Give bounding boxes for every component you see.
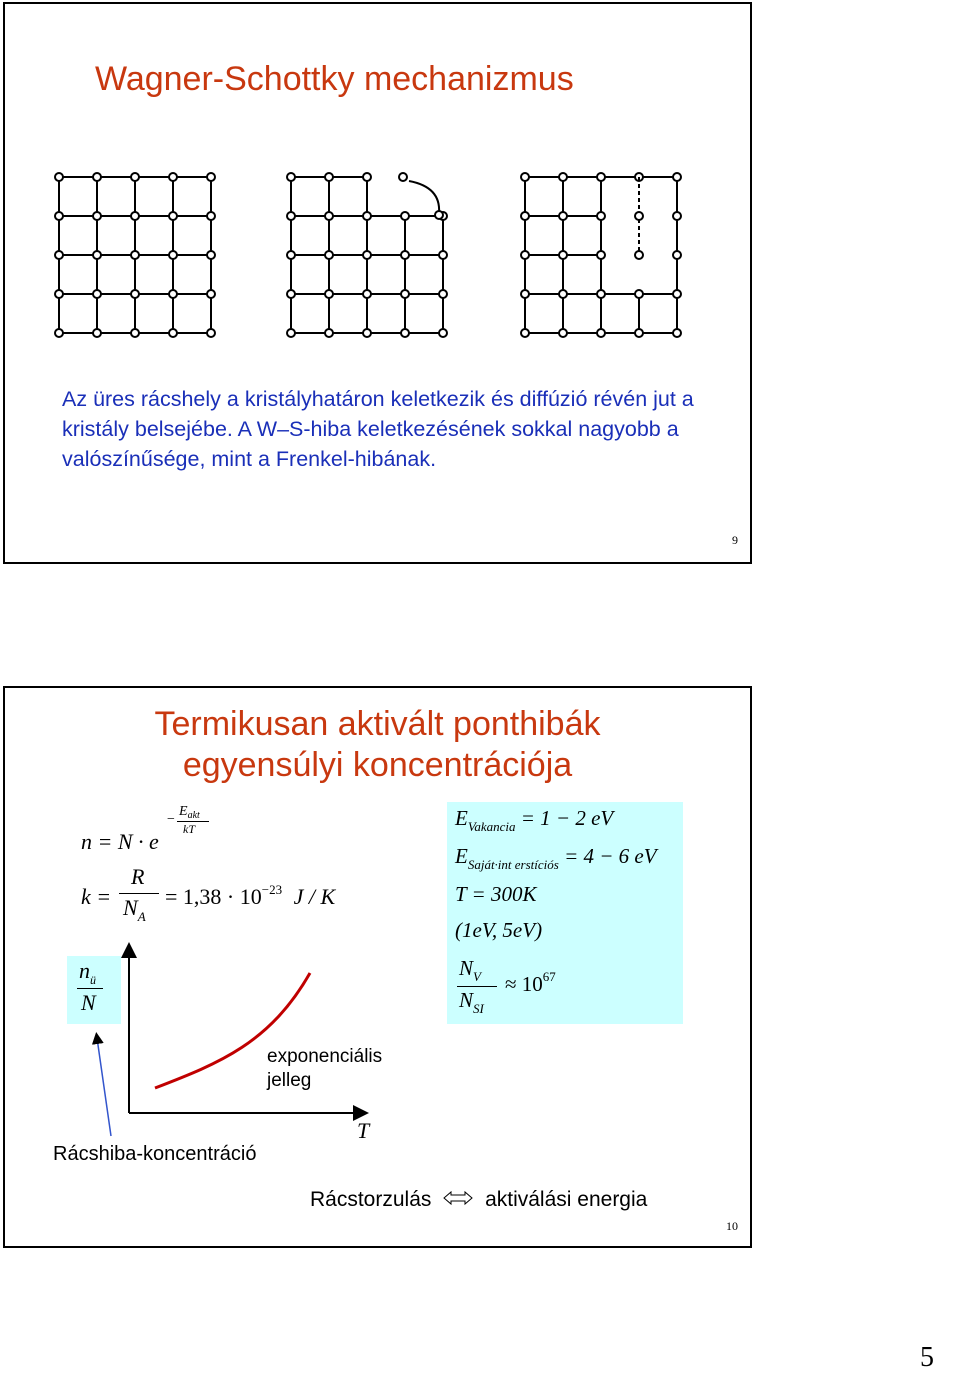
lattice-atom [325, 173, 333, 181]
lattice-atom [169, 251, 177, 259]
lattice-atom [439, 290, 447, 298]
title-line-1: Termikusan aktivált ponthibák [154, 705, 601, 743]
lattice-atom [673, 212, 681, 220]
slide-number: 9 [732, 533, 738, 547]
page-number: 5 [920, 1342, 934, 1373]
lattice-atom [401, 212, 409, 220]
lattice-atom [673, 329, 681, 337]
lattice-atom [93, 290, 101, 298]
migrating-atom [635, 251, 643, 259]
lattice-atom [55, 212, 63, 220]
lattice-atom [131, 251, 139, 259]
lattice-atom [439, 329, 447, 337]
ratio-label-box: $n_ü$ N [67, 956, 121, 1024]
lattice-atom [287, 251, 295, 259]
lattice-atom [93, 212, 101, 220]
displacement-arrow [409, 181, 439, 213]
lattice-atom [363, 290, 371, 298]
lattice-atom [559, 173, 567, 181]
lattice-atom [673, 173, 681, 181]
bottom-statement: Rácstorzulás aktiválási energia [310, 1188, 648, 1211]
lattice-atom [169, 212, 177, 220]
lattice-atom [521, 329, 529, 337]
title-line-2: egyensúlyi koncentrációja [182, 746, 573, 784]
lattice-atom [597, 173, 605, 181]
formula-k-lhs: k = [81, 884, 112, 909]
lattice-atom [131, 329, 139, 337]
lattice-atom [559, 251, 567, 259]
lattice-atom [521, 212, 529, 220]
lattice-atom [559, 290, 567, 298]
lattice-atom [287, 329, 295, 337]
lattice-atom [401, 290, 409, 298]
lattice-atom [363, 173, 371, 181]
migrating-atom [635, 212, 643, 220]
lattice-perfect [55, 173, 215, 337]
concentration-label: Rácshiba-koncentráció [53, 1143, 257, 1165]
lattice-atom [169, 290, 177, 298]
slide-9 [3, 2, 752, 564]
lattice-atom [325, 251, 333, 259]
lattice-atom [169, 329, 177, 337]
lattice-atom [207, 251, 215, 259]
lattice-atom [93, 329, 101, 337]
formula-n: n = N · e [81, 829, 159, 854]
lattice-atom [325, 212, 333, 220]
lattice-atom [559, 212, 567, 220]
lattice-atom [131, 212, 139, 220]
lattice-atom [207, 290, 215, 298]
lattice-atom [55, 173, 63, 181]
formula-k-fraction: R $N_A$ [119, 864, 159, 924]
formula-k-rhs: = $1,38 \cdot 10^{-23}$ J / K [165, 882, 336, 909]
lattice-atom [131, 173, 139, 181]
lattice-surface-vacancy [287, 173, 447, 337]
lattice-atom [521, 173, 529, 181]
lattice-atom [93, 251, 101, 259]
lattice-atom [207, 329, 215, 337]
lattice-atom [597, 329, 605, 337]
slide-10: Termikusan aktivált ponthibák egyensúlyi koncentrációja n = N · e − $E_{akt}$ kT k = R $N_A$ = $1,38 \cdot 10^{-23}$ J / K $n_ü$ N $E_{Vakancia} = 1 - 2$ eV $E_{Saját\cdot int erstíciós} = 4 - 6$ eV T = 300K (1eV, 5eV) $N_V$ $N_{SI}$ ≈ $10^{67}$ exponenciális jelleg T Rácshiba-koncentráció Rácstorzulás aktiválási energia 10 [3, 686, 752, 1248]
lattice-atom [521, 290, 529, 298]
lattice-atom [401, 251, 409, 259]
lattice-atom [169, 173, 177, 181]
pointer-arrow [97, 1038, 111, 1136]
lattice-atom [287, 212, 295, 220]
x-axis-label: T [357, 1118, 370, 1143]
lattice-atom [55, 329, 63, 337]
lattice-atom [325, 290, 333, 298]
lattice-atom [131, 290, 139, 298]
lattice-atom [597, 212, 605, 220]
slide-title: Wagner-Schottky mechanizmus [95, 60, 574, 98]
lattice-interior-vacancy [521, 173, 681, 337]
slide-title [5, 704, 750, 786]
lattice-atom [363, 329, 371, 337]
lattice-atom [597, 290, 605, 298]
lattice-atom [287, 290, 295, 298]
lattice-atom [325, 329, 333, 337]
lattice-atom [363, 212, 371, 220]
lattice-diagram [5, 159, 750, 359]
lattice-atom [521, 251, 529, 259]
slide-body-text: Az üres rácshely a kristályhatáron keletkezik és diffúzió révén jut a kristály belsejébe. A W–S-hiba keletkezésének sokkal nagyobb a valószínűsége, mint a Frenkel-hibának. [62, 387, 694, 471]
lattice-atom [597, 251, 605, 259]
lattice-atom [55, 251, 63, 259]
lattice-atom [207, 212, 215, 220]
lattice-atom [93, 173, 101, 181]
double-arrow-icon [443, 1188, 473, 1212]
lattice-atom [673, 290, 681, 298]
vacancy-atom [399, 173, 407, 181]
lattice-atom [635, 329, 643, 337]
lattice-atom [673, 251, 681, 259]
lattice-atom [287, 173, 295, 181]
lattice-atom [439, 251, 447, 259]
energy-info-box: $E_{Vakancia} = 1 - 2$ eV $E_{Saját\cdot int erstíciós} = 4 - 6$ eV T = 300K (1eV, 5eV) $N_V$ $N_{SI}$ ≈ $10^{67}$ [447, 802, 683, 1024]
curve-label: exponenciális jelleg [267, 1046, 383, 1091]
lattice-atom [401, 329, 409, 337]
displaced-atom [435, 211, 443, 219]
lattice-atom [55, 290, 63, 298]
slide-number: 10 [726, 1219, 738, 1233]
lattice-atom [207, 173, 215, 181]
lattice-atom [559, 329, 567, 337]
lattice-atom [363, 251, 371, 259]
lattice-atom [635, 290, 643, 298]
